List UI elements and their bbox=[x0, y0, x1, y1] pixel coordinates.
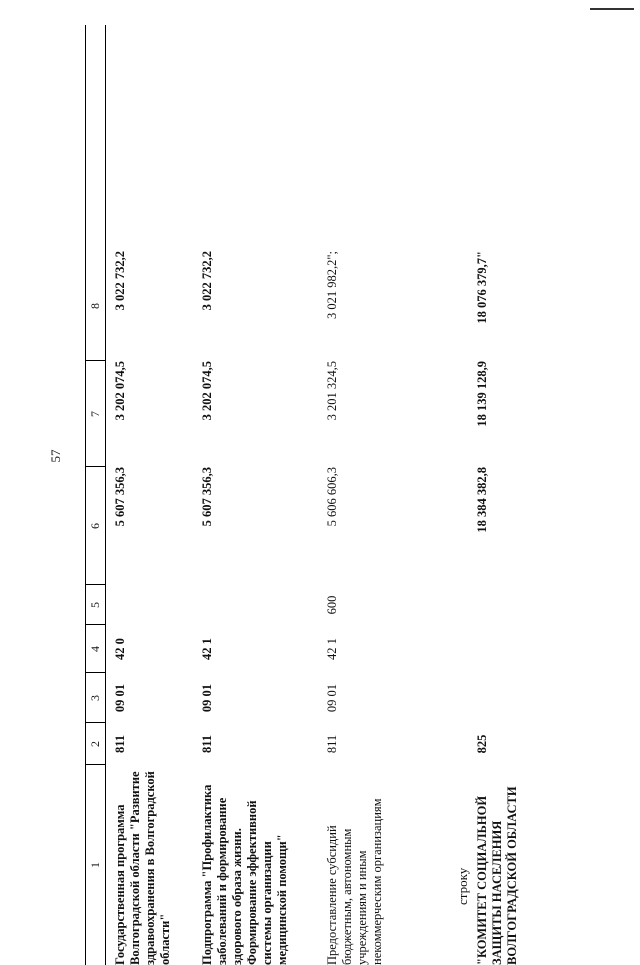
header-col-3: 3 bbox=[88, 695, 102, 701]
header-col-5: 5 bbox=[88, 602, 102, 608]
row-expense-type: 600 bbox=[325, 595, 339, 615]
row-name: "КОМИТЕТ СОЦИАЛЬНОЙ ЗАЩИТЫ НАСЕЛЕНИЯ ВОЛГОГРАДСКОЙ ОБЛАСТИ bbox=[475, 786, 519, 965]
row-section-code: 09 01 bbox=[113, 683, 127, 713]
budget-table bbox=[85, 25, 540, 965]
row-amount-year-3: 3 021 982,2"; bbox=[325, 251, 339, 319]
header-col-2: 2 bbox=[88, 741, 102, 747]
row-amount-year-3: 3 022 732,2 bbox=[113, 251, 127, 311]
header-col-1: 1 bbox=[88, 862, 102, 868]
row-name: Государственная программа Волгоградской области "Развитие здравоохранения в Волгоградской области" bbox=[113, 771, 172, 965]
row-amount-year-1: 5 606 606,3 bbox=[325, 467, 339, 527]
row-amount-year-2: 3 202 074,5 bbox=[200, 361, 214, 421]
row-amount-year-3: 3 022 732,2 bbox=[200, 251, 214, 311]
note-text: строку bbox=[455, 867, 470, 905]
row-amount-year-1: 5 607 356,3 bbox=[113, 467, 127, 527]
header-col-6: 6 bbox=[88, 523, 102, 529]
table-header-row bbox=[85, 25, 105, 965]
row-amount-year-3: 18 076 379,7" bbox=[475, 251, 489, 324]
table-row bbox=[325, 25, 405, 965]
header-col-7: 7 bbox=[88, 411, 102, 417]
table-row bbox=[200, 25, 320, 965]
row-amount-year-2: 3 202 074,5 bbox=[113, 361, 127, 421]
row-ministry-code: 811 bbox=[113, 734, 127, 754]
header-col-4: 4 bbox=[88, 646, 102, 652]
header-bottom-border bbox=[105, 25, 106, 965]
row-section-code: 09 01 bbox=[200, 683, 214, 713]
header-col-8: 8 bbox=[88, 303, 102, 309]
row-ministry-code: 825 bbox=[475, 734, 489, 754]
row-name: Предоставление субсидий бюджетным, автономным учреждениям и иным некоммерческим организациям bbox=[325, 798, 384, 965]
row-amount-year-1: 18 384 382,8 bbox=[475, 467, 489, 533]
table-row-final bbox=[475, 25, 535, 965]
row-target-code: 42 1 bbox=[325, 638, 339, 660]
row-amount-year-2: 18 139 128,9 bbox=[475, 361, 489, 427]
row-amount-year-2: 3 201 324,5 bbox=[325, 361, 339, 421]
row-section-code: 09 01 bbox=[325, 683, 339, 713]
row-name: Подпрограмма "Профилактика заболеваний и формирование здорового образа жизни. Формирование эффективной системы организации медицинской помощи" bbox=[200, 784, 289, 965]
row-ministry-code: 811 bbox=[200, 734, 214, 754]
row-target-code: 42 0 bbox=[113, 638, 127, 660]
row-ministry-code: 811 bbox=[325, 734, 339, 754]
row-amount-year-1: 5 607 356,3 bbox=[200, 467, 214, 527]
corner-rule bbox=[590, 8, 634, 10]
row-target-code: 42 1 bbox=[200, 638, 214, 660]
page-number: 57 bbox=[48, 449, 63, 463]
table-row bbox=[113, 25, 193, 965]
